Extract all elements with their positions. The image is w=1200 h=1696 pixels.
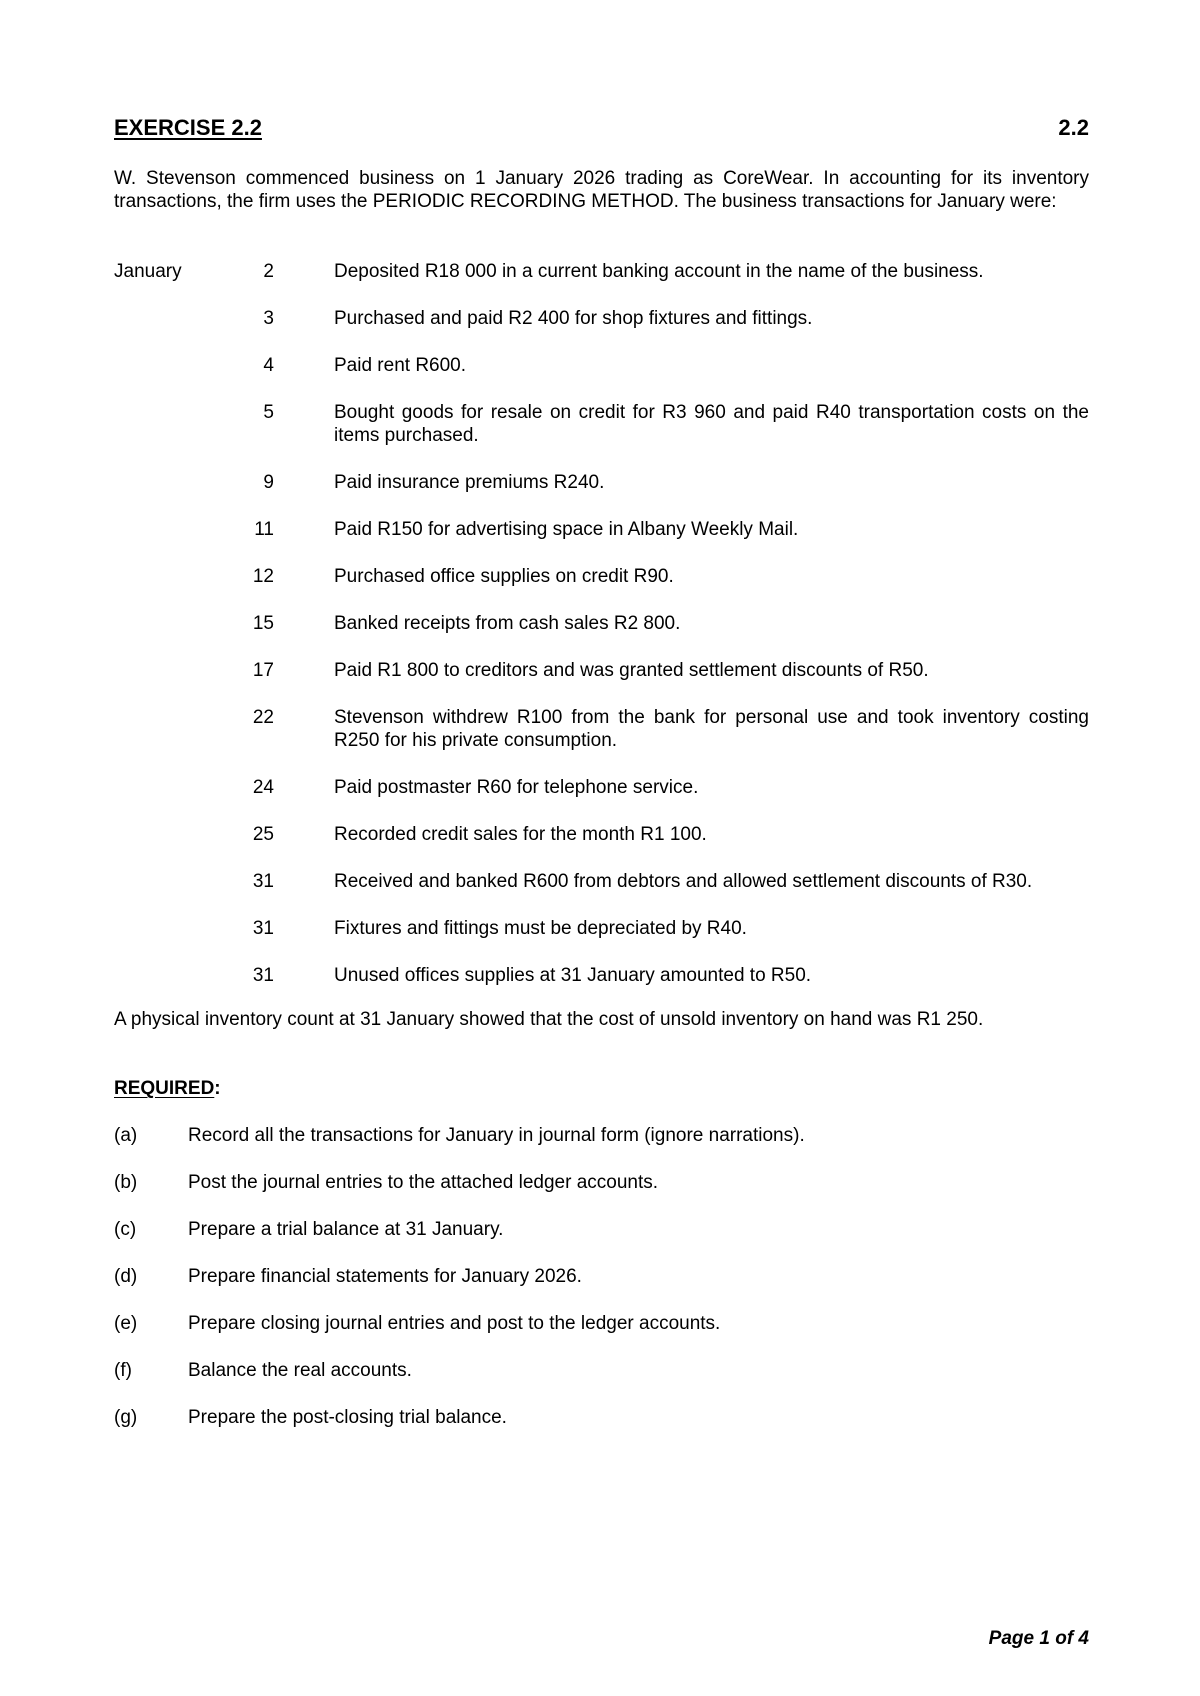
requirements-list xyxy=(114,1124,1089,1453)
requirement-item xyxy=(114,1218,1089,1241)
transaction-day: 22 xyxy=(252,707,274,728)
transaction-description: Paid R150 for advertising space in Albany Weekly Mail. xyxy=(334,519,799,540)
transaction-day: 2 xyxy=(263,261,274,282)
transaction-description: Banked receipts from cash sales R2 800. xyxy=(334,613,681,634)
transaction-row xyxy=(114,260,1089,283)
transaction-month: January xyxy=(114,261,182,282)
exercise-header xyxy=(114,116,1089,146)
transaction-description: Paid postmaster R60 for telephone service. xyxy=(334,777,699,798)
required-heading-label: REQUIRED xyxy=(114,1078,215,1099)
requirement-letter: (e) xyxy=(114,1313,138,1334)
requirement-item xyxy=(114,1406,1089,1429)
requirement-letter: (a) xyxy=(114,1125,138,1146)
transaction-description: Purchased and paid R2 400 for shop fixtures and fittings. xyxy=(334,308,813,329)
transaction-description: Unused offices supplies at 31 January amounted to R50. xyxy=(334,965,812,986)
transaction-day: 24 xyxy=(252,777,274,798)
transaction-row xyxy=(114,612,1089,635)
exercise-title: EXERCISE 2.2 xyxy=(114,115,262,140)
requirement-text: Post the journal entries to the attached ledger accounts. xyxy=(188,1172,659,1193)
requirement-item xyxy=(114,1171,1089,1194)
transaction-row xyxy=(114,354,1089,377)
transaction-description: Paid insurance premiums R240. xyxy=(334,472,605,493)
page-number: Page 1 of 4 xyxy=(988,1628,1089,1649)
requirement-item xyxy=(114,1124,1089,1147)
transaction-list xyxy=(114,260,1089,1011)
transaction-description: Bought goods for resale on credit for R3 960 and paid R40 transportation costs on the items purchased. xyxy=(334,402,1089,446)
transaction-description: Fixtures and fittings must be depreciated by R40. xyxy=(334,918,747,939)
requirement-letter: (g) xyxy=(114,1407,138,1428)
document-page xyxy=(114,0,1089,1696)
transaction-day: 5 xyxy=(263,402,274,423)
requirement-item xyxy=(114,1265,1089,1288)
requirement-letter: (c) xyxy=(114,1219,137,1240)
requirement-letter: (f) xyxy=(114,1360,132,1381)
transaction-description: Purchased office supplies on credit R90. xyxy=(334,566,674,587)
transaction-row xyxy=(114,471,1089,494)
requirement-item xyxy=(114,1359,1089,1382)
required-heading xyxy=(114,1077,221,1100)
transaction-description: Paid R1 800 to creditors and was granted settlement discounts of R50. xyxy=(334,660,929,681)
transaction-description: Deposited R18 000 in a current banking account in the name of the business. xyxy=(334,261,984,282)
transaction-day: 31 xyxy=(252,965,274,986)
transaction-row xyxy=(114,518,1089,541)
transaction-row xyxy=(114,659,1089,682)
requirement-item xyxy=(114,1312,1089,1335)
transaction-row xyxy=(114,823,1089,846)
transaction-row xyxy=(114,964,1089,987)
transaction-day: 31 xyxy=(252,871,274,892)
required-heading-colon: : xyxy=(214,1078,221,1099)
intro-paragraph: W. Stevenson commenced business on 1 January 2026 trading as CoreWear. In accounting for its inventory transactions, the firm uses the PERIODIC RECORDING METHOD. The business transactions for January were: xyxy=(114,168,1089,212)
exercise-code: 2.2 xyxy=(1058,115,1089,140)
transaction-day: 4 xyxy=(263,355,274,376)
transaction-day: 11 xyxy=(254,519,274,540)
transaction-row xyxy=(114,706,1089,752)
transaction-day: 12 xyxy=(252,566,274,587)
requirement-text: Record all the transactions for January in journal form (ignore narrations). xyxy=(188,1125,805,1146)
transaction-day: 3 xyxy=(263,308,274,329)
transaction-description: Recorded credit sales for the month R1 100. xyxy=(334,824,707,845)
requirement-text: Balance the real accounts. xyxy=(188,1360,412,1381)
transaction-row xyxy=(114,870,1089,893)
transaction-day: 9 xyxy=(263,472,274,493)
transaction-description: Received and banked R600 from debtors and allowed settlement discounts of R30. xyxy=(334,871,1033,892)
transaction-day: 17 xyxy=(252,660,274,681)
requirement-text: Prepare the post-closing trial balance. xyxy=(188,1407,507,1428)
transaction-row xyxy=(114,917,1089,940)
transaction-description: Stevenson withdrew R100 from the bank for personal use and took inventory costing R250 for his private consumption. xyxy=(334,707,1089,751)
transaction-row xyxy=(114,307,1089,330)
requirement-text: Prepare a trial balance at 31 January. xyxy=(188,1219,504,1240)
requirement-text: Prepare closing journal entries and post to the ledger accounts. xyxy=(188,1313,721,1334)
transaction-row xyxy=(114,776,1089,799)
inventory-count-note: A physical inventory count at 31 January showed that the cost of unsold inventory on hand was R1 250. xyxy=(114,1009,984,1030)
transaction-day: 25 xyxy=(252,824,274,845)
requirement-letter: (d) xyxy=(114,1266,138,1287)
transaction-day: 31 xyxy=(252,918,274,939)
transaction-day: 15 xyxy=(252,613,274,634)
transaction-row xyxy=(114,401,1089,447)
requirement-letter: (b) xyxy=(114,1172,138,1193)
transaction-description: Paid rent R600. xyxy=(334,355,467,376)
requirement-text: Prepare financial statements for January 2026. xyxy=(188,1266,582,1287)
transaction-row xyxy=(114,565,1089,588)
